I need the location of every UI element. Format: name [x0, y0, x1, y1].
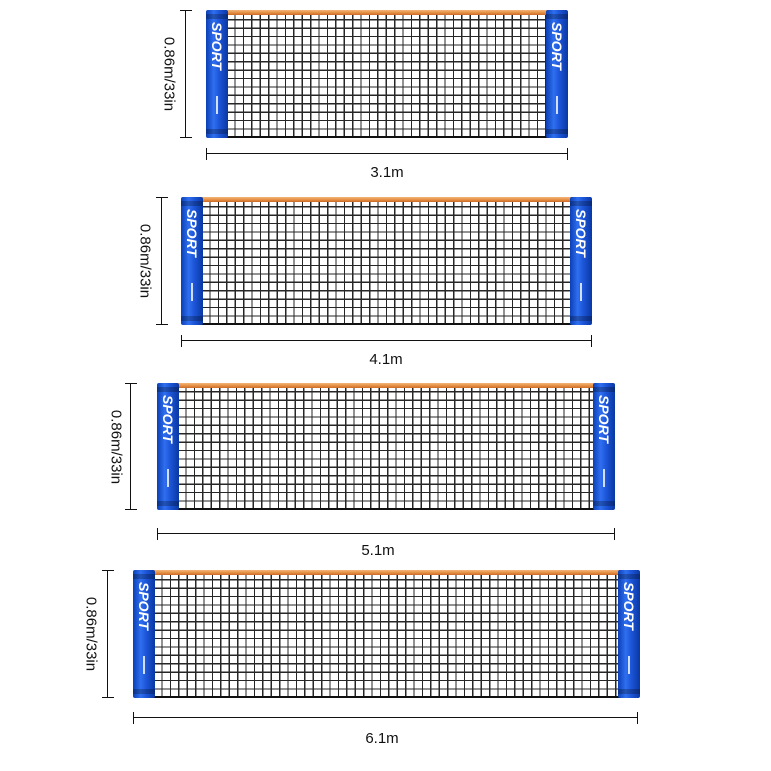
net-mesh	[226, 10, 548, 138]
height-dimension-line	[156, 197, 168, 325]
left-pole	[133, 570, 155, 698]
net-body	[133, 570, 640, 698]
pole-brand-label: SPORT	[136, 582, 152, 630]
width-label: 5.1m	[361, 542, 395, 559]
pole-small-print	[556, 96, 558, 114]
pole-small-print	[580, 283, 582, 301]
net-bottom-cord	[201, 323, 572, 325]
net-bottom-cord	[177, 508, 595, 510]
net-body	[206, 10, 568, 138]
right-pole	[593, 383, 615, 510]
pole-brand-label: SPORT	[549, 22, 565, 70]
net-body	[157, 383, 615, 510]
net-body	[181, 197, 592, 325]
height-dimension-line	[125, 383, 137, 510]
pole-brand-label: SPORT	[184, 209, 200, 257]
width-label: 3.1m	[370, 164, 404, 181]
pole-small-print	[143, 656, 145, 674]
pole-small-print	[603, 469, 605, 487]
pole-small-print	[216, 96, 218, 114]
right-pole	[570, 197, 592, 325]
pole-brand-label: SPORT	[209, 22, 225, 70]
pole-small-print	[191, 283, 193, 301]
width-dimension-line	[206, 148, 568, 160]
net-top-tape	[153, 570, 620, 575]
left-pole	[206, 10, 228, 138]
height-label: 0.86m/33in	[107, 409, 125, 485]
height-dimension-line	[102, 570, 114, 698]
pole-small-print	[167, 469, 169, 487]
net-top-tape	[226, 10, 548, 15]
width-dimension-line	[133, 712, 638, 724]
pole-brand-label: SPORT	[573, 209, 589, 257]
left-pole	[181, 197, 203, 325]
net-top-tape	[177, 383, 595, 388]
net-mesh	[153, 570, 620, 698]
height-dimension-line	[180, 10, 192, 138]
width-label: 6.1m	[365, 730, 399, 747]
height-label: 0.86m/33in	[82, 596, 100, 672]
pole-brand-label: SPORT	[596, 395, 612, 443]
pole-brand-label: SPORT	[621, 582, 637, 630]
net-mesh	[177, 383, 595, 510]
right-pole	[618, 570, 640, 698]
pole-brand-label: SPORT	[160, 395, 176, 443]
left-pole	[157, 383, 179, 510]
height-label: 0.86m/33in	[160, 36, 178, 112]
net-bottom-cord	[153, 696, 620, 698]
right-pole	[546, 10, 568, 138]
net-top-tape	[201, 197, 572, 202]
width-label: 4.1m	[369, 351, 403, 368]
net-mesh	[201, 197, 572, 325]
height-label: 0.86m/33in	[136, 223, 154, 299]
pole-small-print	[628, 656, 630, 674]
net-bottom-cord	[226, 136, 548, 138]
width-dimension-line	[157, 528, 615, 540]
width-dimension-line	[181, 335, 592, 347]
